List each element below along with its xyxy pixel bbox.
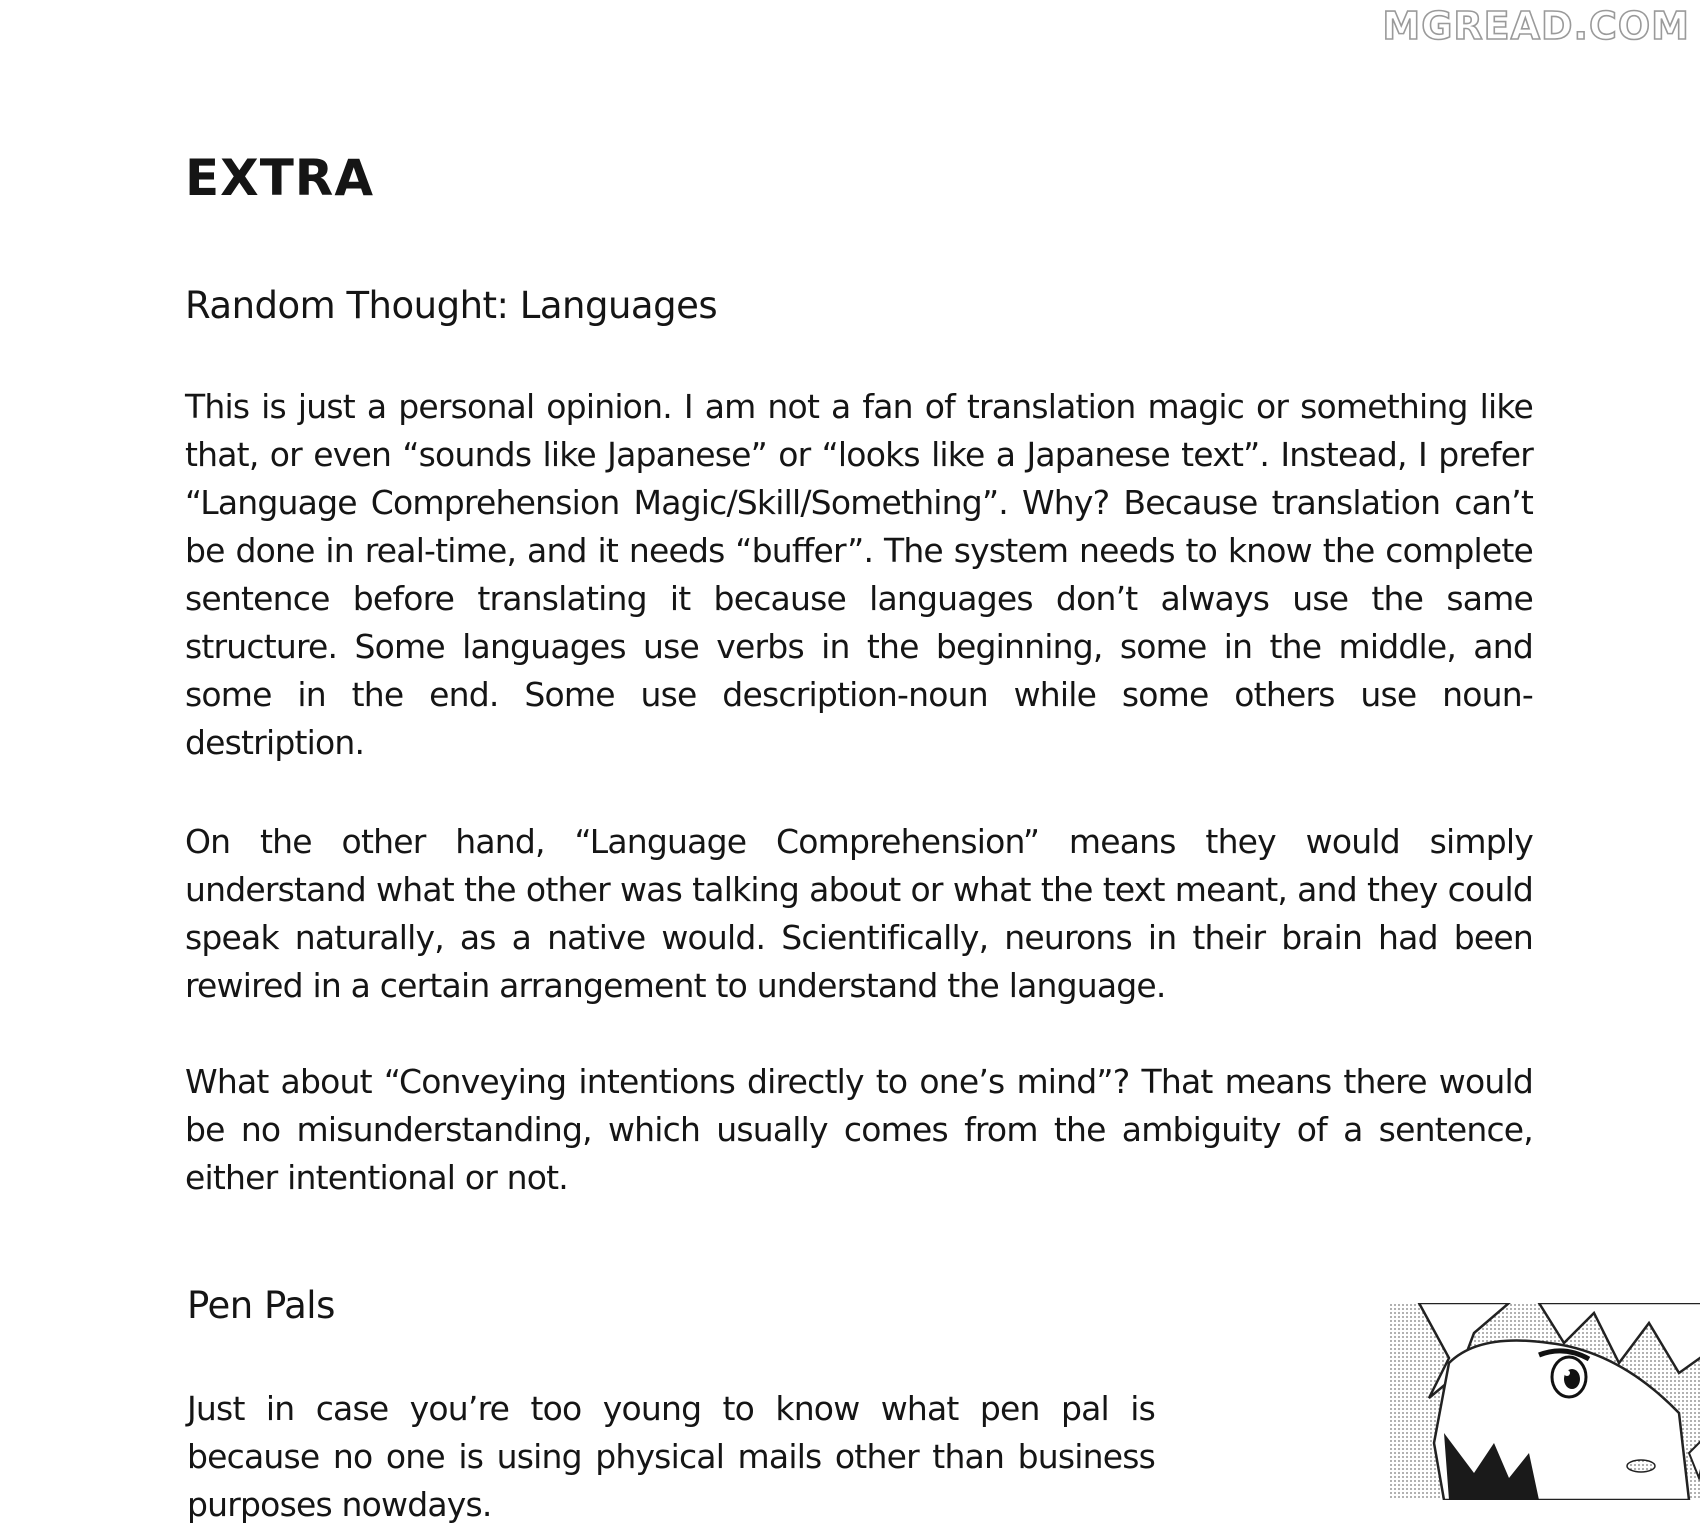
paragraph-translation-opinion: This is just a personal opinion. I am not a fan of translation magic or something like that, or even “sounds like Japanese” or “looks like a Japanese text”. Instead, I prefer “Language Comprehension Magic/Skill/Something”. Why? Because translation can’t be done in real-time, and it needs “buffer”. The system needs to know the complete sentence before translating it because languages don’t always use the same structure. Some languages use verbs in the beginning, some in the middle, and some in the end. Some use description-noun while some others use noun-destription.	[185, 387, 1533, 762]
paragraph-pen-pals: Just in case you’re too young to know what pen pal is because no one is using physical mails other than business purposes nowdays.	[187, 1389, 1155, 1524]
section-heading-pen-pals: Pen Pals	[187, 1284, 335, 1327]
page-title: EXTRA	[185, 149, 375, 207]
paragraph-language-comprehension: On the other hand, “Language Comprehension” means they would simply understand what the other was talking about or what the text meant, and they could speak naturally, as a native would. Scientifically, neurons in their brain had been rewired in a certain arrangement to understand the language.	[185, 822, 1533, 1005]
manga-character-illustration	[1389, 1303, 1700, 1500]
site-watermark: MGREAD.COM	[1382, 4, 1690, 48]
section-heading-languages: Random Thought: Languages	[185, 284, 718, 327]
paragraph-conveying-intentions: What about “Conveying intentions directly to one’s mind”? That means there would be no misunderstanding, which usually comes from the ambiguity of a sentence, either intentional or not.	[185, 1062, 1533, 1197]
